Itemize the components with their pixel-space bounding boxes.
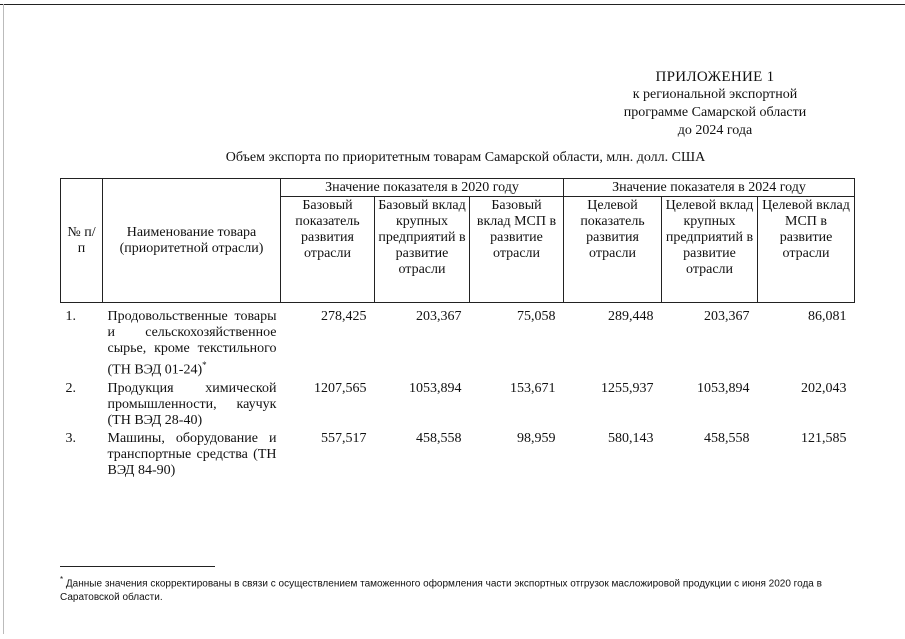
page-top-border (0, 4, 905, 5)
header-2024-large: Целевой вклад крупных предприятий в развитие отрасли (662, 197, 758, 303)
row-value-2020-large: 458,558 (416, 430, 462, 446)
row-value-2020-large: 203,367 (416, 309, 462, 324)
header-name: Наименование товара (приоритетной отрасли) (103, 179, 281, 303)
export-table (60, 178, 855, 479)
appendix-title: ПРИЛОЖЕНИЕ 1 (655, 69, 775, 85)
row-value-2020-base: 1207,565 (314, 380, 367, 396)
footnote-divider (60, 566, 215, 567)
row-value-2024-target: 580,143 (608, 430, 654, 446)
row-num: 3. (65, 430, 76, 446)
appendix-line-2: программе Самарской области (623, 105, 807, 120)
row-value-2024-target: 289,448 (608, 309, 654, 324)
footnote-text: Данные значения скорректированы в связи с осуществлением таможенного оформления части экспортных отгрузок масложировой продукции с июня 2020 года в Саратовской области. (60, 578, 822, 604)
page-left-edge (3, 4, 4, 634)
row-num: 2. (65, 380, 76, 396)
header-2020-msp: Базовый вклад МСП в развитие отрасли (470, 197, 564, 303)
header-num: № п/п (61, 179, 103, 303)
row-value-2020-large: 1053,894 (409, 380, 462, 396)
row-value-2024-msp: 202,043 (801, 380, 847, 396)
row-value-2020-msp: 75,058 (517, 309, 556, 324)
table-caption-text: Объем экспорта по приоритетным товарам Самарской области, млн. долл. США (225, 150, 706, 165)
appendix-line-3: до 2024 года (677, 123, 753, 138)
row-num: 1. (65, 309, 76, 324)
appendix-header (600, 68, 830, 140)
footnote-mark: * (60, 575, 64, 584)
table-caption (0, 150, 905, 166)
row-value-2020-base: 278,425 (321, 309, 367, 324)
row-value-2024-large: 203,367 (704, 309, 750, 324)
header-group-2024: Значение показателя в 2024 году (564, 179, 855, 197)
header-group-2020: Значение показателя в 2020 году (281, 179, 564, 197)
header-2024-msp: Целевой вклад МСП в развитие отрасли (758, 197, 855, 303)
row-value-2024-target: 1255,937 (601, 380, 654, 396)
row-name: Продукция химической промышленности, каучук (ТН ВЭД 28-40) (107, 380, 277, 428)
footnote-mark: * (202, 360, 207, 370)
table-row (61, 429, 855, 479)
row-value-2020-msp: 153,671 (510, 380, 556, 396)
header-2024-target: Целевой показатель развития отрасли (564, 197, 662, 303)
row-value-2024-msp: 121,585 (801, 430, 847, 446)
header-2020-base: Базовый показатель развития отрасли (281, 197, 375, 303)
footnote (60, 573, 850, 605)
row-value-2024-large: 1053,894 (697, 380, 750, 396)
row-value-2020-msp: 98,959 (517, 430, 556, 446)
row-value-2024-msp: 86,081 (808, 309, 847, 324)
row-name-text: Продовольственные товары и сельскохозяйственное сырье, кроме текстильного (ТН ВЭД 01-24) (107, 309, 277, 378)
row-value-2020-base: 557,517 (321, 430, 367, 446)
row-name: Машины, оборудование и транспортные средства (ТН ВЭД 84-90) (107, 430, 277, 478)
appendix-line-1: к региональной экспортной (632, 87, 798, 102)
table-row (61, 379, 855, 429)
table-row (61, 303, 855, 379)
row-name (103, 303, 281, 379)
header-2020-large: Базовый вклад крупных предприятий в развитие отрасли (375, 197, 470, 303)
row-value-2024-large: 458,558 (704, 430, 750, 446)
